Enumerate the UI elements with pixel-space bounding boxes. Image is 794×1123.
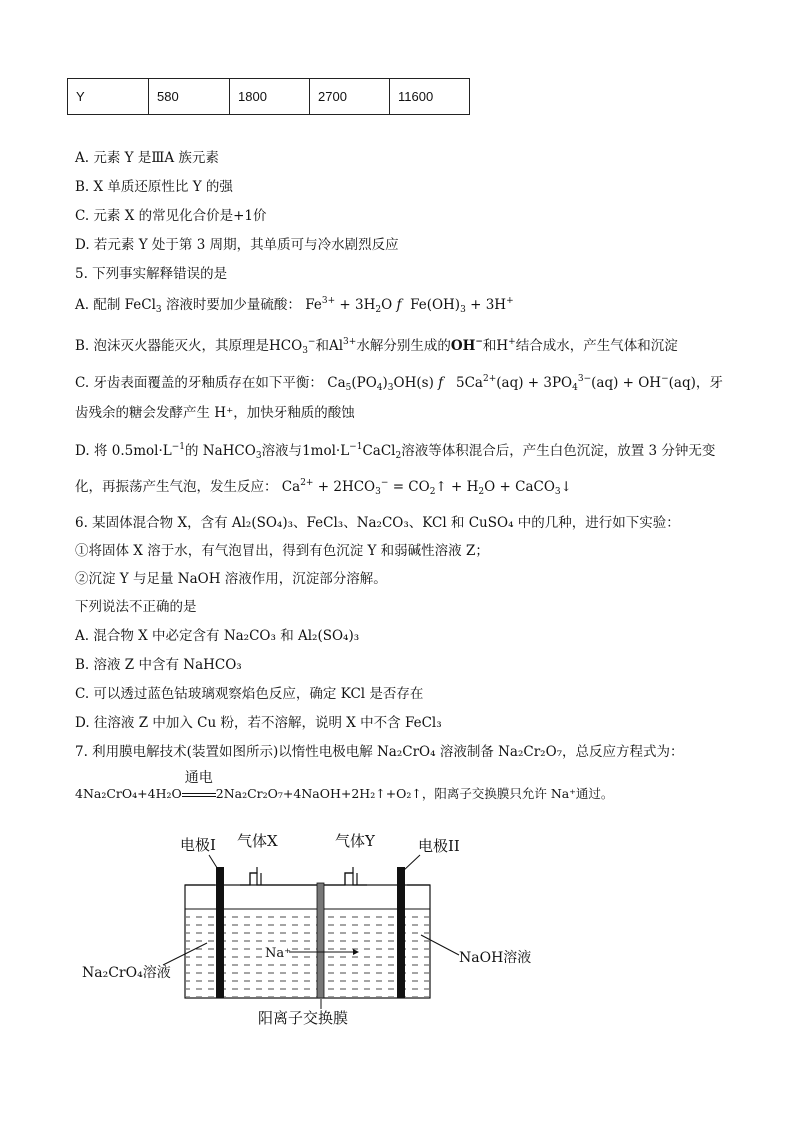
q6-option-c: C. 可以透过蓝色钴玻璃观察焰色反应，确定 KCl 是否存在	[75, 686, 424, 702]
q6-ask: 下列说法不正确的是	[75, 599, 197, 615]
electrolysis-diagram	[75, 825, 555, 1035]
cation-exchange-membrane	[317, 883, 324, 998]
q5-option-d-line2: 化，再振荡产生气泡，发生反应： $Ca^{2+} + 2HCO_3^-$ = $CO_2↑ + H_2O$ + CaCO$_3$↓	[75, 478, 572, 497]
q5-option-a: A. 配制 FeCl$_3$ 溶液时要加少量硫酸： $Fe^{3+} + 3H_2O$ f $Fe(OH)_3 + 3H^+$	[75, 296, 514, 315]
q4-option-b: B. X 单质还原性比 Y 的强	[75, 179, 233, 195]
q7-stem: 7. 利用膜电解技术(装置如图所示)以惰性电极电解 Na₂CrO₄ 溶液制备 Na₂Cr₂O₇，总反应方程式为：	[75, 744, 684, 760]
q6-option-d: D. 往溶液 Z 中加入 Cu 粉，若不溶解，说明 X 中不含 FeCl₃	[75, 715, 442, 731]
membrane-label: 阳离子交换膜	[258, 1009, 349, 1027]
naoh-solution-label: NaOH溶液	[459, 950, 532, 966]
table-cell: 11600	[390, 79, 470, 115]
table-cell: 2700	[310, 79, 390, 115]
gas-x-outlet	[250, 867, 257, 885]
q6-step1: ①将固体 X 溶于水，有气泡冒出，得到有色沉淀 Y 和弱碱性溶液 Z；	[75, 543, 489, 559]
ionization-energy-table	[67, 78, 470, 115]
q6-option-a: A. 混合物 X 中必定含有 Na₂CO₃ 和 Al₂(SO₄)₃	[75, 628, 360, 644]
gas-x-label: 气体X	[237, 832, 278, 850]
enamel-equilibrium: $Ca_5(PO_4)_3OH(s)$ f $5Ca^{2+}(aq) + 3PO_4^{3-}(aq) + OH^-(aq)$	[327, 374, 696, 393]
q6-option-b: B. 溶液 Z 中含有 NaHCO₃	[75, 657, 242, 673]
q5-option-b: B. 泡沫灭火器能灭火，其原理是$HCO_3^-$和$Al^{3+}$水解分别生成的OH−和H+结合成水，产生气体和沉淀	[75, 337, 678, 356]
q6-stem: 6. 某固体混合物 X，含有 Al₂(SO₄)₃、FeCl₃、Na₂CO₃、KCl 和 CuSO₄ 中的几种，进行如下实验：	[75, 515, 680, 531]
q4-option-d: D. 若元素 Y 处于第 3 周期，其单质可与冷水剧烈反应	[75, 237, 399, 253]
na2cro4-solution-label: Na₂CrO₄溶液	[82, 965, 171, 981]
na-ion-label: Na⁺	[265, 946, 291, 961]
q6-step2: ②沉淀 Y 与足量 NaOH 溶液作用，沉淀部分溶解。	[75, 571, 387, 587]
table-row	[68, 79, 470, 115]
q7-equation: 4Na₂CrO₄+4H₂O 通电 2Na₂Cr₂O₇+4NaOH+2H₂↑+O₂↑，阳离子交换膜只允许 Na⁺通过。	[75, 770, 614, 801]
electrode-ii	[397, 867, 405, 998]
electrode-i-label: 电极I	[180, 836, 216, 854]
q5-option-d: D. 将 $0.5mol\cdot L^{-1}$的 NaHCO$_3$溶液与$1mol\cdot L^{-1}CaCl_2$溶液等体积混合后，产生白色沉淀，放置 3 分钟无变	[75, 442, 716, 461]
q5-option-c: C. 牙齿表面覆盖的牙釉质存在如下平衡： $Ca_5(PO_4)_3OH(s)$ f $5Ca^{2+}(aq) + 3PO_4^{3-}(aq) + OH^-(aq)$，牙	[75, 374, 723, 393]
q5-stem: 5. 下列事实解释错误的是	[75, 266, 228, 282]
table-cell: 580	[149, 79, 230, 115]
q5-option-c-line2: 齿残余的糖会发酵产生 H⁺，加快牙釉质的酸蚀	[75, 405, 355, 421]
q4-option-a: A. 元素 Y 是ⅢA 族元素	[75, 150, 219, 166]
gas-y-outlet	[345, 867, 357, 885]
hydrolysis-equation: $Fe^{3+} + 3H_2O$ f $Fe(OH)_3 + 3H^+$	[305, 296, 514, 315]
reaction-equation: $Ca^{2+} + 2HCO_3^-$ = $CO_2↑ + H_2O$ + CaCO$_3$↓	[281, 478, 572, 497]
gas-y-label: 气体Y	[335, 832, 375, 850]
table-cell: 1800	[230, 79, 310, 115]
electrode-i	[216, 867, 224, 998]
q4-option-c: C. 元素 X 的常见化合价是+1价	[75, 208, 267, 224]
table-cell: Y	[68, 79, 149, 115]
electrode-ii-label: 电极II	[418, 837, 460, 855]
